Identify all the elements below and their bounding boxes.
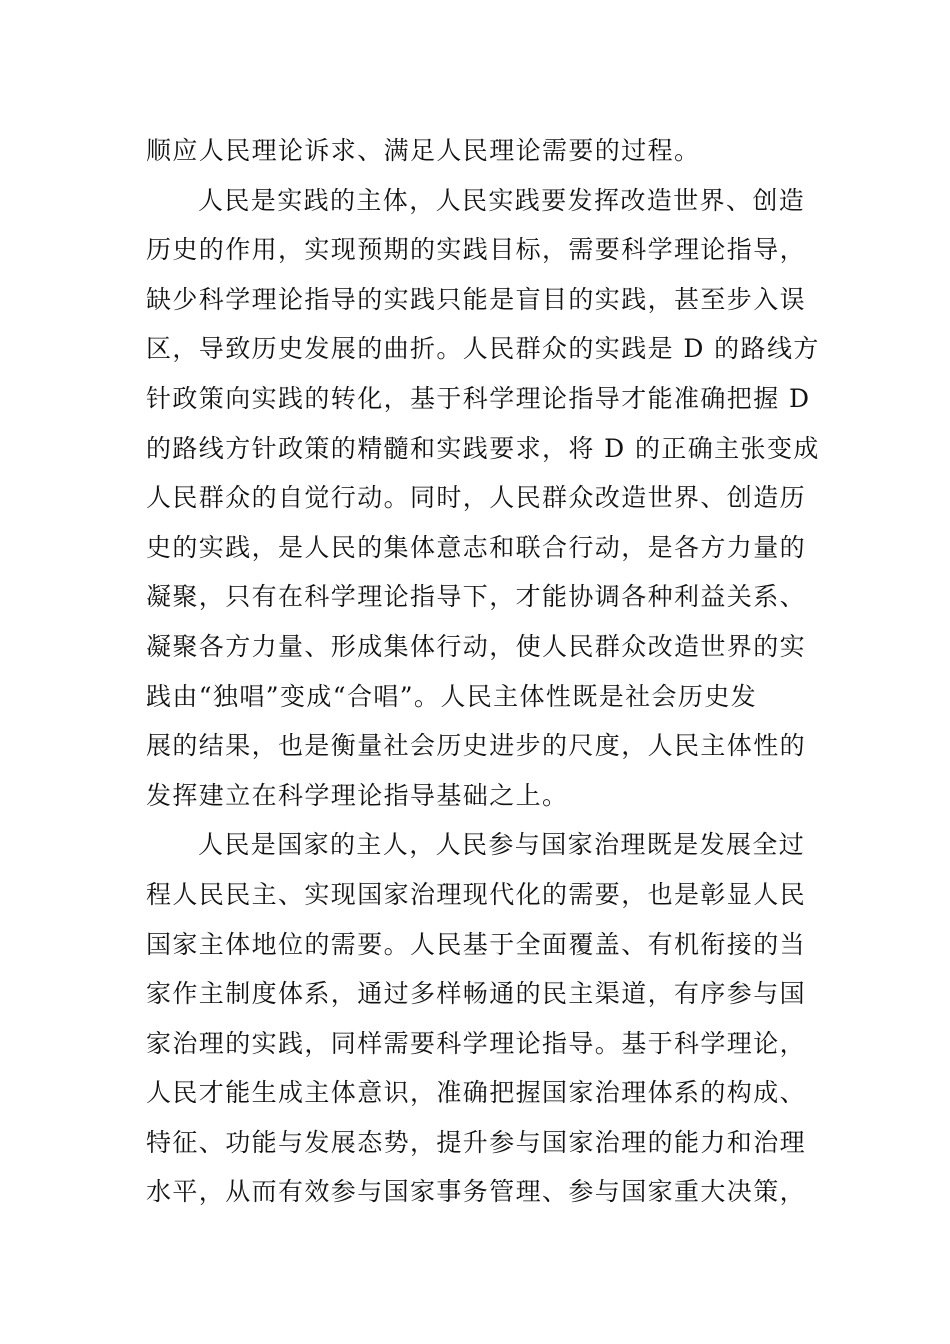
text-line: 顺应人民理论诉求、满足人民理论需要的过程。: [146, 136, 701, 165]
text-line: 历史的作用，实现预期的实践目标，需要科学理论指导，: [146, 235, 807, 265]
text-line: 践由“独唱”变成“合唱”。人民主体性既是社会历史发: [146, 681, 758, 711]
text-line: 特征、功能与发展态势，提升参与国家治理的能力和治理: [146, 1127, 807, 1157]
text-line: 缺少科学理论指导的实践只能是盲目的实践，甚至步入误: [146, 284, 807, 314]
body-text: [146, 126, 820, 1217]
text-line: 展的结果，也是衡量社会历史进步的尺度，人民主体性的: [146, 731, 807, 761]
paragraph-start-line: 人民是实践的主体，人民实践要发挥改造世界、创造: [198, 185, 806, 215]
text-line: 家治理的实践，同样需要科学理论指导。基于科学理论，: [146, 1028, 807, 1058]
text-line: 凝聚，只有在科学理论指导下，才能协调各种利益关系、: [146, 582, 807, 612]
text-line: 史的实践，是人民的集体意志和联合行动，是各方力量的: [146, 532, 807, 562]
text-line: 凝聚各方力量、形成集体行动，使人民群众改造世界的实: [146, 631, 807, 661]
text-line: 发挥建立在科学理论指导基础之上。: [146, 780, 569, 810]
text-line: 区，导致历史发展的曲折。人民群众的实践是 D 的路线方: [146, 334, 820, 364]
text-line: 人民群众的自觉行动。同时，人民群众改造世界、创造历: [146, 483, 807, 513]
text-line: 家作主制度体系，通过多样畅通的民主渠道，有序参与国: [146, 979, 807, 1009]
text-line: 国家主体地位的需要。人民基于全面覆盖、有机衔接的当: [146, 929, 807, 959]
text-line: 程人民民主、实现国家治理现代化的需要，也是彰显人民: [146, 879, 807, 909]
paragraph-start-line: 人民是国家的主人，人民参与国家治理既是发展全过: [198, 830, 806, 860]
text-line: 水平，从而有效参与国家事务管理、参与国家重大决策，: [146, 1177, 807, 1207]
text-line: 人民才能生成主体意识，准确把握国家治理体系的构成、: [146, 1078, 807, 1108]
text-line: 的路线方针政策的精髓和实践要求，将 D 的正确主张变成: [146, 433, 820, 463]
text-line: 针政策向实践的转化，基于科学理论指导才能准确把握 D: [146, 383, 811, 413]
